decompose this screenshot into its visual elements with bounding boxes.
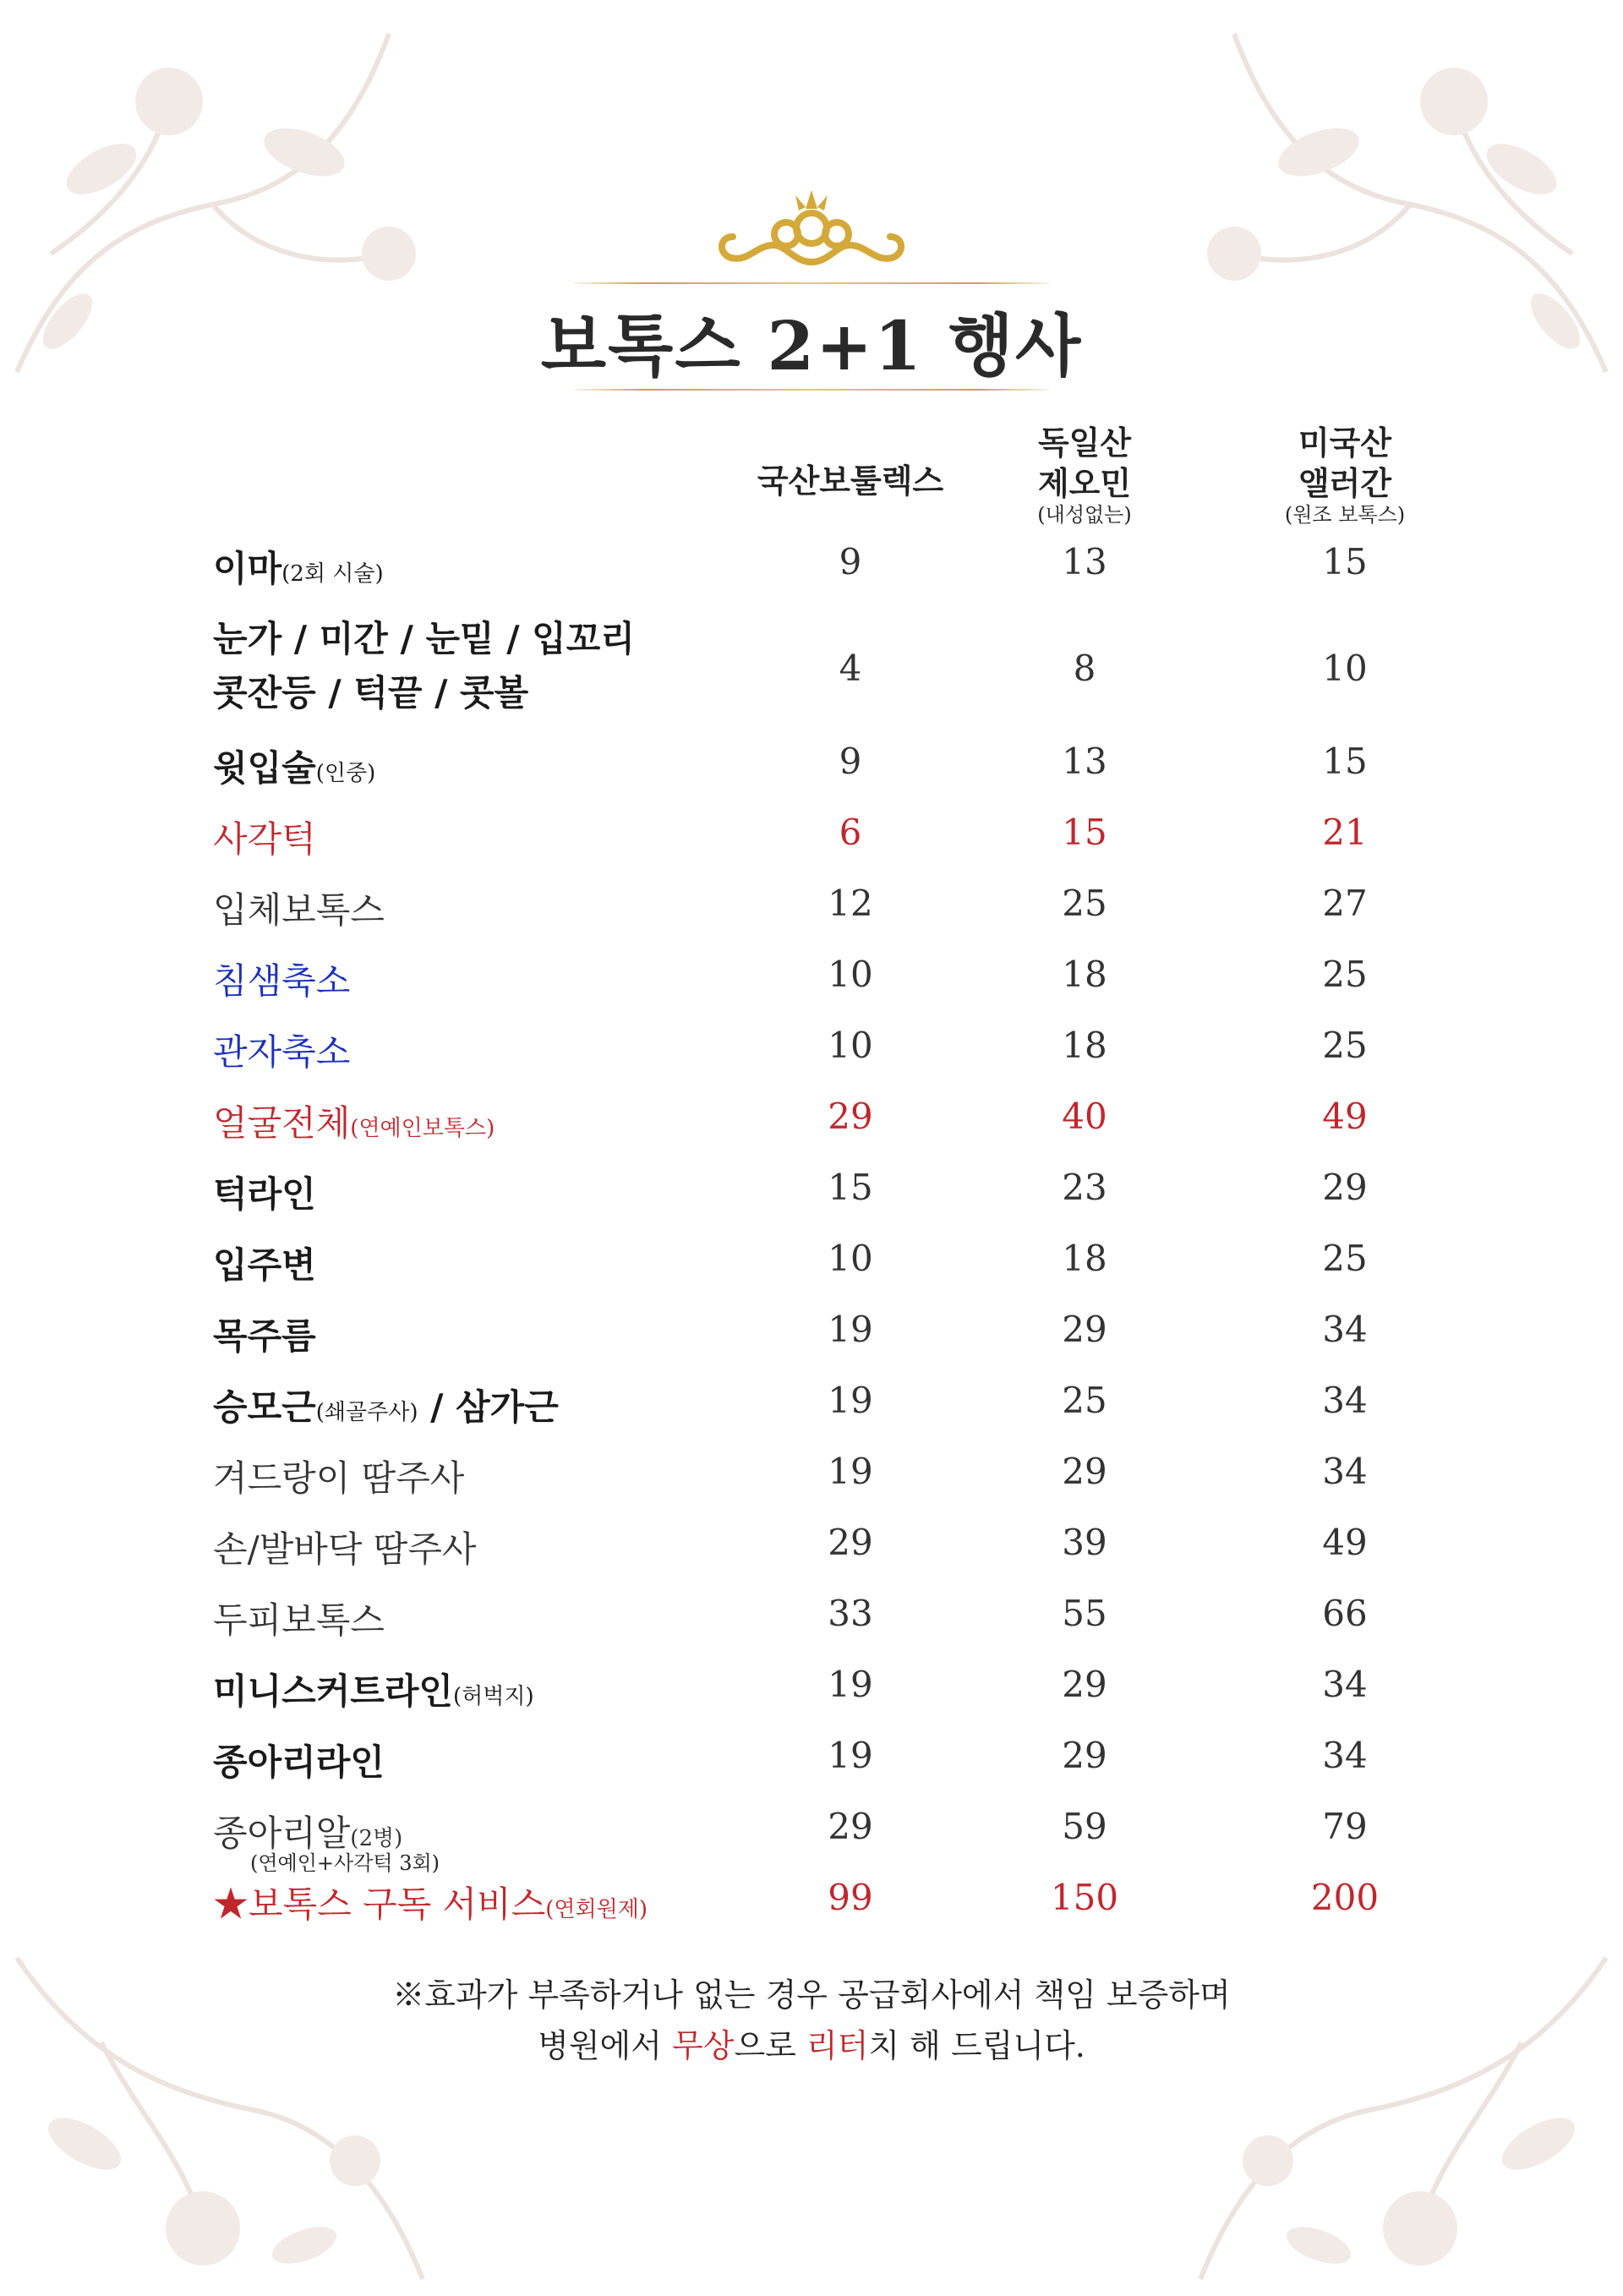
price-kr: 29 [828, 1522, 873, 1563]
price-us: 34 [1322, 1451, 1368, 1492]
row-label: 침샘축소 [213, 960, 351, 1002]
price-de: 8 [1073, 648, 1096, 689]
column-header-1-name: 국산보툴렉스 [757, 462, 944, 500]
price-kr: 12 [828, 883, 873, 924]
price-kr: 9 [839, 741, 862, 782]
price-de: 40 [1062, 1096, 1107, 1137]
price-us: 49 [1322, 1522, 1368, 1563]
price-kr: 9 [839, 541, 862, 582]
row-label: 목주름 [213, 1315, 316, 1357]
price-de: 25 [1062, 1380, 1107, 1421]
page-title: 보톡스 2+1 행사 [540, 306, 1083, 385]
column-header-3-name2: 앨러간 [1298, 464, 1392, 502]
price-kr: 99 [828, 1877, 873, 1918]
row-label: 겨드랑이 땀주사 [213, 1457, 465, 1499]
price-de: 18 [1062, 954, 1107, 995]
row-label: 종아리알(2병) [213, 1812, 403, 1854]
price-de: 29 [1062, 1735, 1107, 1776]
price-de: 29 [1062, 1664, 1107, 1705]
price-de: 150 [1050, 1877, 1119, 1918]
price-kr: 19 [828, 1451, 873, 1492]
price-us: 25 [1322, 1238, 1368, 1279]
column-header-3 [1227, 423, 1463, 526]
row-label: 승모근(쇄골주사) / 삼가근 [213, 1386, 559, 1428]
price-de: 29 [1062, 1309, 1107, 1350]
price-kr: 6 [839, 812, 862, 853]
subscription-note: (연예인+사각턱 3회) [250, 1851, 440, 1875]
price-de: 55 [1062, 1593, 1107, 1634]
price-de: 39 [1062, 1522, 1107, 1563]
price-us: 25 [1322, 954, 1368, 995]
price-us: 66 [1322, 1593, 1368, 1634]
column-header-2 [966, 423, 1203, 526]
price-us: 200 [1310, 1877, 1380, 1918]
row-label: 미니스커트라인(허벅지) [213, 1670, 534, 1712]
price-us: 29 [1322, 1167, 1368, 1208]
price-us: 49 [1322, 1096, 1368, 1137]
footer-line-2: 병원에서 무상으로 리터치 해 드립니다. [538, 2027, 1085, 2064]
row-label: 두피보톡스 [213, 1599, 385, 1641]
price-kr: 29 [828, 1096, 873, 1137]
price-kr: 19 [828, 1309, 873, 1350]
row-label: 입주변 [213, 1244, 316, 1286]
price-us: 10 [1322, 648, 1368, 689]
column-header-3-name: 미국산 [1298, 424, 1392, 462]
row-label: 얼굴전체(연예인보톡스) [213, 1102, 495, 1144]
price-kr: 19 [828, 1664, 873, 1705]
price-us: 34 [1322, 1664, 1368, 1705]
row-label: 입체보톡스 [213, 889, 385, 931]
price-us: 15 [1322, 741, 1368, 782]
price-de: 13 [1062, 541, 1107, 582]
price-de: 23 [1062, 1167, 1107, 1208]
price-us: 15 [1322, 541, 1368, 582]
price-us: 34 [1322, 1735, 1368, 1776]
price-kr: 33 [828, 1593, 873, 1634]
price-kr: 10 [828, 1025, 873, 1066]
column-header-2-name: 독일산 [1037, 424, 1132, 462]
price-us: 34 [1322, 1309, 1368, 1350]
price-de: 59 [1062, 1806, 1107, 1847]
row-label: 눈가 / 미간 / 눈밑 / 입꼬리 콧잔등 / 턱끝 / 콧볼 [213, 618, 635, 713]
row-label: 사각턱 [213, 818, 316, 860]
price-us: 21 [1322, 812, 1368, 853]
price-kr: 15 [828, 1167, 873, 1208]
column-header-1 [732, 461, 969, 501]
price-kr: 10 [828, 1238, 873, 1279]
price-de: 18 [1062, 1025, 1107, 1066]
row-label: 손/발바닥 땀주사 [213, 1528, 477, 1570]
price-us: 27 [1322, 883, 1368, 924]
price-us: 79 [1322, 1806, 1368, 1847]
row-label: ★보톡스 구독 서비스(연회원제) [213, 1883, 648, 1925]
price-kr: 19 [828, 1380, 873, 1421]
row-label: 종아리라인 [213, 1741, 385, 1783]
footer-note [0, 1970, 1623, 2071]
price-kr: 29 [828, 1806, 873, 1847]
price-de: 13 [1062, 741, 1107, 782]
price-kr: 4 [839, 648, 862, 689]
title-rule-top [573, 282, 1050, 284]
gold-flourish-icon [714, 182, 909, 275]
price-de: 25 [1062, 883, 1107, 924]
title-rule-bottom [573, 389, 1050, 391]
row-label: 턱라인 [213, 1173, 316, 1215]
price-de: 29 [1062, 1451, 1107, 1492]
column-header-2-note: (내성없는) [1037, 503, 1132, 527]
price-us: 34 [1322, 1380, 1368, 1421]
footer-line-1: ※효과가 부족하거나 없는 경우 공급회사에서 책임 보증하며 [392, 1976, 1231, 2014]
row-label: 이마(2회 시술) [213, 548, 384, 589]
price-de: 15 [1062, 812, 1107, 853]
column-header-3-note: (원조 보톡스) [1284, 503, 1406, 527]
price-us: 25 [1322, 1025, 1368, 1066]
row-label: 관자축소 [213, 1031, 351, 1073]
row-label: 윗입술(인중) [213, 747, 376, 789]
price-kr: 10 [828, 954, 873, 995]
price-kr: 19 [828, 1735, 873, 1776]
column-header-2-name2: 제오민 [1037, 464, 1132, 502]
price-de: 18 [1062, 1238, 1107, 1279]
